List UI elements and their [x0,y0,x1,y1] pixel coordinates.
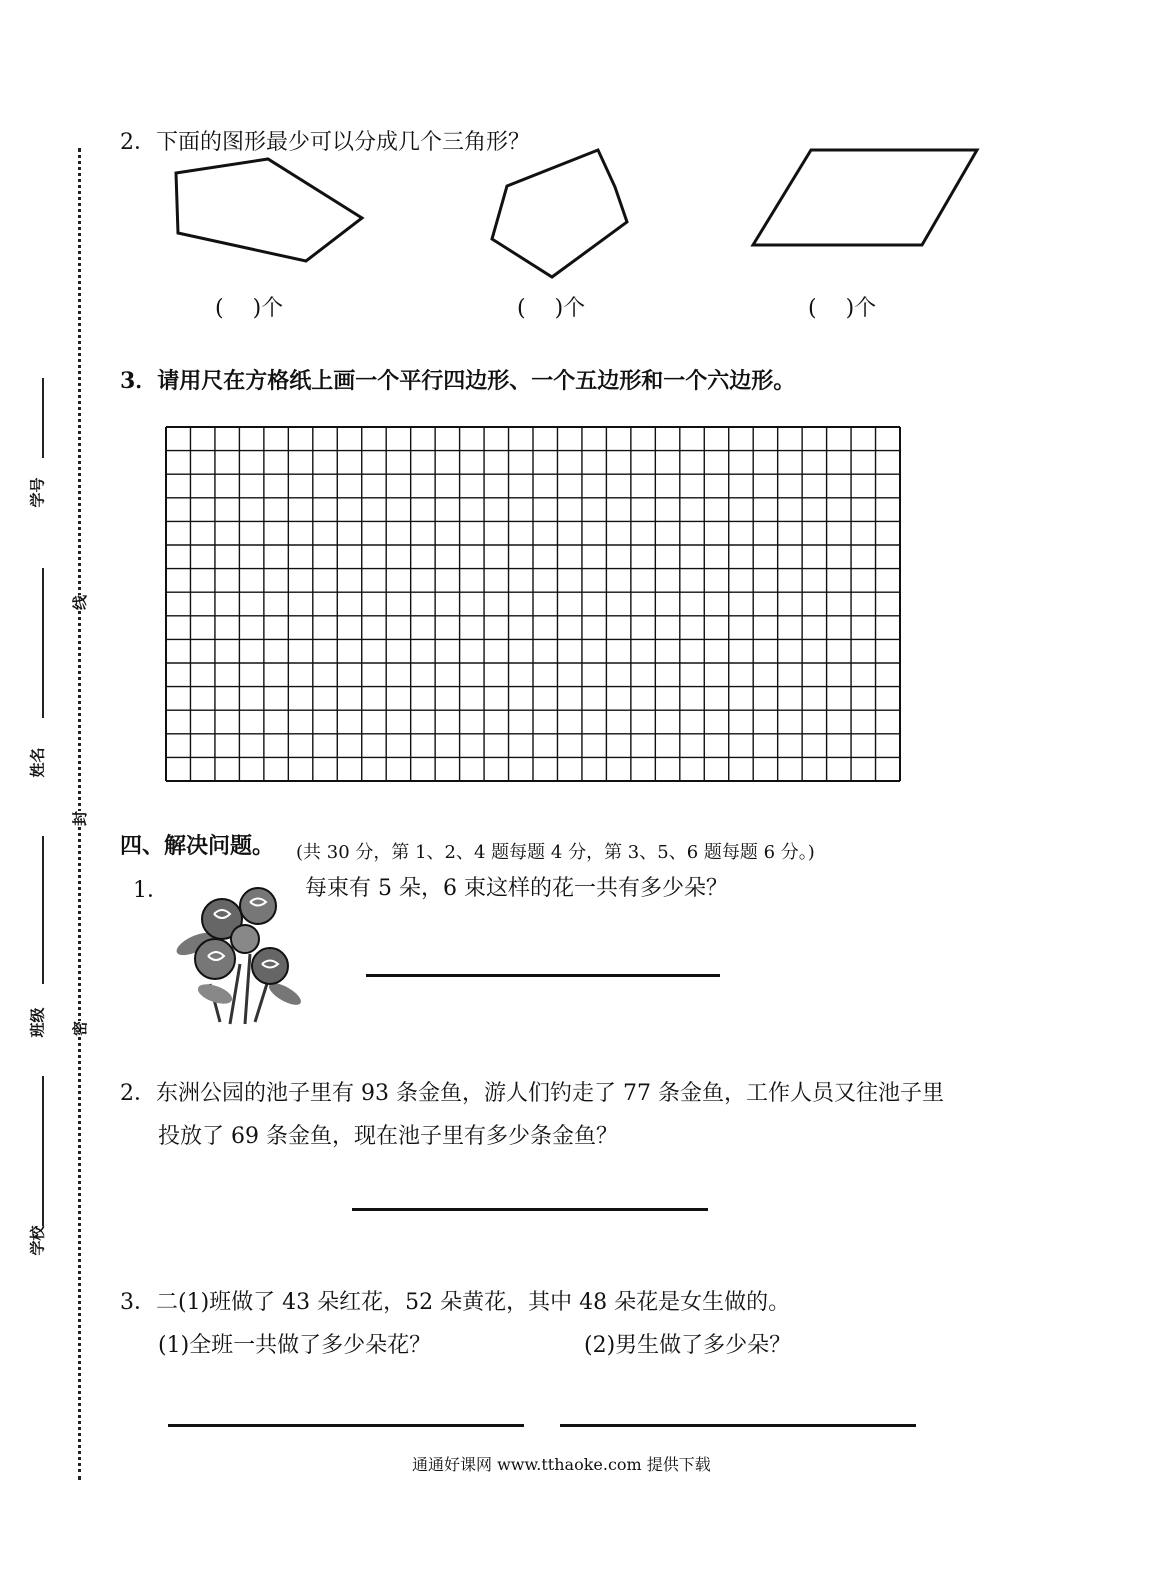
p3-question: 3．二(1)班做了 43 朵红花，52 朵黄花，其中 48 朵花是女生做的。 [120,1290,791,1315]
hexagon-figure [492,150,627,277]
school-line [42,1076,44,1226]
p1-number: 1． [133,878,169,903]
footer-source: 通通好课网 www.tthaoke.com 提供下载 [412,1455,711,1474]
p2-answer-line[interactable] [352,1208,708,1211]
cut-mark-feng: 封 [67,811,92,826]
parallelogram-figure [753,150,977,245]
p3-answer-line-2[interactable] [560,1424,916,1427]
student-id-label: 学号 [28,477,47,508]
school-label: 学校 [28,1225,47,1256]
polygon-figures [0,0,1152,400]
section4-heading: 四、解决问题。 [120,834,275,859]
roses-bouquet-illustration [170,884,310,1030]
p2-question-line2: 投放了 69 条金鱼，现在池子里有多少条金鱼？ [158,1124,618,1149]
cut-mark-mi: 密 [67,1021,92,1036]
answer-blank-1[interactable]: ( )个 [215,296,284,321]
class-label: 班级 [28,1007,47,1038]
q2-triangles-prompt: 2．下面的图形最少可以分成几个三角形？ [120,130,530,155]
p3-subquestion-1: (1)全班一共做了多少朵花？ [158,1333,432,1358]
cut-mark-xian: 线 [67,595,92,610]
p2-question-line1: 2．东洲公园的池子里有 93 条金鱼，游人们钓走了 77 条金鱼，工作人员又往池子里 [120,1081,944,1106]
p1-question: 每束有 5 朵，6 束这样的花一共有多少朵？ [305,876,728,901]
p1-answer-line[interactable] [366,974,720,977]
p3-answer-line-1[interactable] [168,1424,524,1427]
class-line [42,836,44,984]
answer-blank-2[interactable]: ( )个 [517,296,586,321]
name-label: 姓名 [28,747,47,778]
graph-paper-grid[interactable] [165,426,901,782]
q3-drawing-prompt: 3．请用尺在方格纸上画一个平行四边形、一个五边形和一个六边形。 [120,368,796,394]
section4-score-note: (共 30 分，第 1、2、4 题每题 4 分，第 3、5、6 题每题 6 分。) [296,842,815,863]
p3-subquestion-2: (2)男生做了多少朵？ [584,1333,792,1358]
name-line [42,568,44,718]
answer-blank-3[interactable]: ( )个 [808,296,877,321]
pentagon-figure [176,159,362,261]
